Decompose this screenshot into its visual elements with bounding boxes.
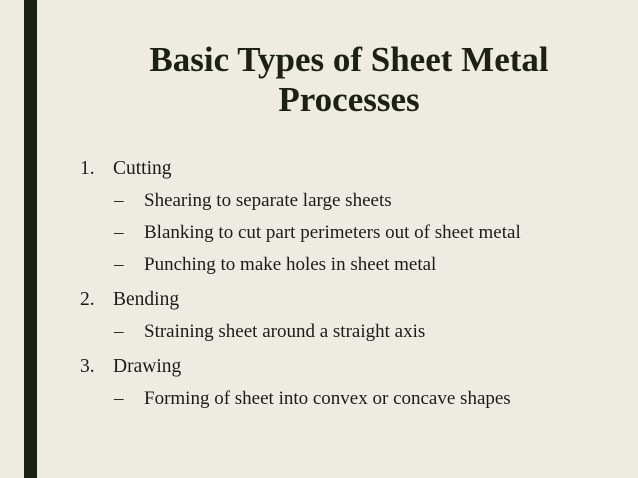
list-item-bending bbox=[80, 288, 625, 312]
dash-bullet: – bbox=[114, 388, 124, 409]
sub-item-text: Forming of sheet into convex or concave shapes bbox=[144, 388, 511, 409]
list-item-number: 2. bbox=[80, 289, 95, 310]
sub-item-text: Blanking to cut part perimeters out of sheet metal bbox=[144, 222, 521, 243]
list-item-number: 1. bbox=[80, 158, 95, 179]
list-item-cutting bbox=[80, 157, 625, 181]
sub-item-text: Punching to make holes in sheet metal bbox=[144, 254, 437, 275]
list-item-label: Cutting bbox=[113, 158, 172, 179]
dash-bullet: – bbox=[114, 190, 124, 211]
dash-bullet: – bbox=[114, 321, 124, 342]
list-item-label: Bending bbox=[113, 289, 180, 310]
sub-item-text: Straining sheet around a straight axis bbox=[144, 321, 426, 342]
dash-bullet: – bbox=[114, 222, 124, 243]
slide-content bbox=[80, 157, 625, 419]
list-item-label: Drawing bbox=[113, 356, 182, 377]
list-item-number: 3. bbox=[80, 356, 95, 377]
list-item-drawing bbox=[80, 355, 625, 379]
slide-title-line-1: Basic Types of Sheet Metal bbox=[149, 40, 549, 79]
sub-item-text: Shearing to separate large sheets bbox=[144, 190, 392, 211]
dash-bullet: – bbox=[114, 254, 124, 275]
sub-item bbox=[80, 320, 625, 344]
slide-title-line-2: Processes bbox=[278, 80, 420, 119]
sub-item bbox=[80, 221, 625, 245]
sub-item bbox=[80, 387, 625, 411]
slide-title bbox=[80, 40, 618, 120]
left-accent-bar bbox=[24, 0, 37, 478]
sub-item bbox=[80, 189, 625, 213]
sub-item bbox=[80, 253, 625, 277]
